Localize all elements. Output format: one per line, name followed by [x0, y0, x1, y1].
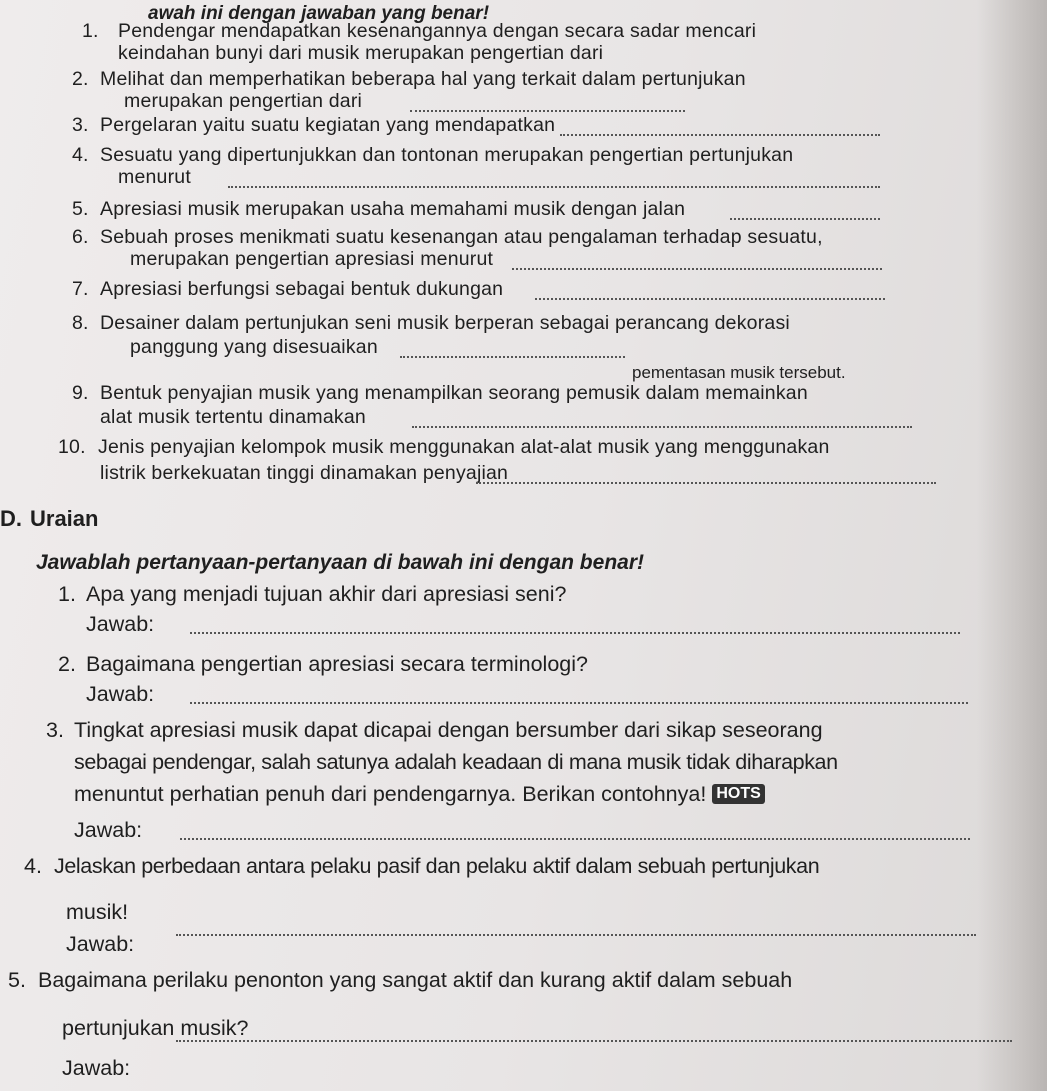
answer-blank[interactable] [400, 356, 625, 358]
item-text-line: sebagai pendengar, salah satunya adalah keadaan di mana musik tidak diharapkan [74, 750, 838, 774]
answer-blank[interactable] [412, 426, 912, 428]
item-text-line: Sebuah proses menikmati suatu kesenangan atau pengalaman terhadap sesuatu, [100, 226, 823, 248]
answer-blank[interactable] [410, 110, 685, 112]
item-text-line: Apresiasi berfungsi sebagai bentuk dukungan [100, 278, 504, 300]
item-text-line: Bentuk penyajian musik yang menampilkan seorang pemusik dalam memainkan [100, 382, 808, 404]
answer-blank[interactable] [512, 268, 882, 270]
item-text-line: Jenis penyajian kelompok musik menggunakan alat-alat musik yang menggunakan [98, 436, 830, 458]
item-text-line [74, 784, 765, 806]
item-number: 8. [72, 312, 89, 334]
answer-label: Jawab: [86, 612, 155, 636]
page-edge-shadow [977, 0, 1047, 1091]
answer-blank[interactable] [535, 298, 885, 300]
item-text-line: merupakan pengertian dari [124, 90, 363, 112]
item-number: 2. [58, 652, 76, 676]
item-text-line: pementasan musik tersebut. [632, 363, 846, 382]
answer-blank[interactable] [176, 934, 976, 936]
answer-blank[interactable] [228, 186, 880, 188]
item-number: 9. [72, 382, 89, 404]
section-letter: D. [0, 506, 22, 531]
section-title: Uraian [30, 506, 99, 531]
item-number: 1. [82, 20, 99, 42]
item-text-line: panggung yang disesuaikan [130, 336, 378, 358]
item-text-line: Apresiasi musik merupakan usaha memahami musik dengan jalan [100, 198, 686, 220]
hots-badge: HOTS [712, 784, 764, 804]
item-number: 3. [46, 718, 64, 742]
item-text-line: menurut [118, 166, 191, 188]
item-number: 1. [58, 582, 76, 606]
answer-blank[interactable] [560, 134, 880, 136]
item-text-line: alat musik tertentu dinamakan [100, 406, 366, 428]
item-number: 5. [8, 968, 26, 992]
item-number: 6. [72, 226, 89, 248]
item-text-line: listrik berkekuatan tinggi dinamakan penyajian [100, 462, 509, 484]
answer-label: Jawab: [86, 682, 155, 706]
answer-blank[interactable] [180, 838, 970, 840]
item-text-line: Jelaskan perbedaan antara pelaku pasif dan pelaku aktif dalam sebuah pertunjukan [54, 854, 820, 878]
item-number: 2. [72, 68, 89, 90]
answer-blank[interactable] [190, 702, 968, 704]
item-number: 4. [24, 854, 42, 878]
answer-label: Jawab: [66, 932, 135, 956]
item-text-line: Pergelaran yaitu suatu kegiatan yang mendapatkan [100, 114, 556, 136]
item-text-line: Sesuatu yang dipertunjukkan dan tontonan merupakan pengertian pertunjukan [100, 144, 794, 166]
top-instruction: awah ini dengan jawaban yang benar! [148, 3, 490, 24]
item-number: 4. [72, 144, 89, 166]
item-text-line: Apa yang menjadi tujuan akhir dari apresiasi seni? [86, 582, 567, 606]
item-text-line: keindahan bunyi dari musik merupakan pengertian dari [118, 42, 604, 64]
item-text-line: Tingkat apresiasi musik dapat dicapai dengan bersumber dari sikap seseorang [74, 718, 823, 742]
item-text-line: Melihat dan memperhatikan beberapa hal yang terkait dalam pertunjukan [100, 68, 746, 90]
item-text-span: menuntut perhatian penuh dari pendengarnya. Berikan contohnya! [74, 782, 707, 806]
item-text-line: pertunjukan musik? [62, 1016, 249, 1040]
item-number: 5. [72, 198, 89, 220]
answer-blank[interactable] [476, 482, 936, 484]
answer-label: Jawab: [62, 1056, 131, 1080]
answer-blank[interactable] [730, 218, 880, 220]
item-text-line: Bagaimana pengertian apresiasi secara terminologi? [86, 652, 588, 676]
item-text-line: Pendengar mendapatkan kesenangannya dengan secara sadar mencari [118, 20, 757, 42]
uraian-instruction: Jawablah pertanyaan-pertanyaan di bawah ini dengan benar! [36, 551, 644, 574]
item-text-line: Bagaimana perilaku penonton yang sangat aktif dan kurang aktif dalam sebuah [38, 968, 793, 992]
item-text-line: Desainer dalam pertunjukan seni musik berperan sebagai perancang dekorasi [100, 312, 790, 334]
answer-blank[interactable] [190, 632, 960, 634]
item-number: 3. [72, 114, 89, 136]
item-number: 7. [72, 278, 89, 300]
item-text-line: merupakan pengertian apresiasi menurut [130, 248, 494, 270]
answer-blank[interactable] [176, 1040, 1012, 1042]
item-text-line: musik! [66, 900, 129, 924]
item-number: 10. [58, 436, 86, 458]
answer-label: Jawab: [74, 818, 143, 842]
